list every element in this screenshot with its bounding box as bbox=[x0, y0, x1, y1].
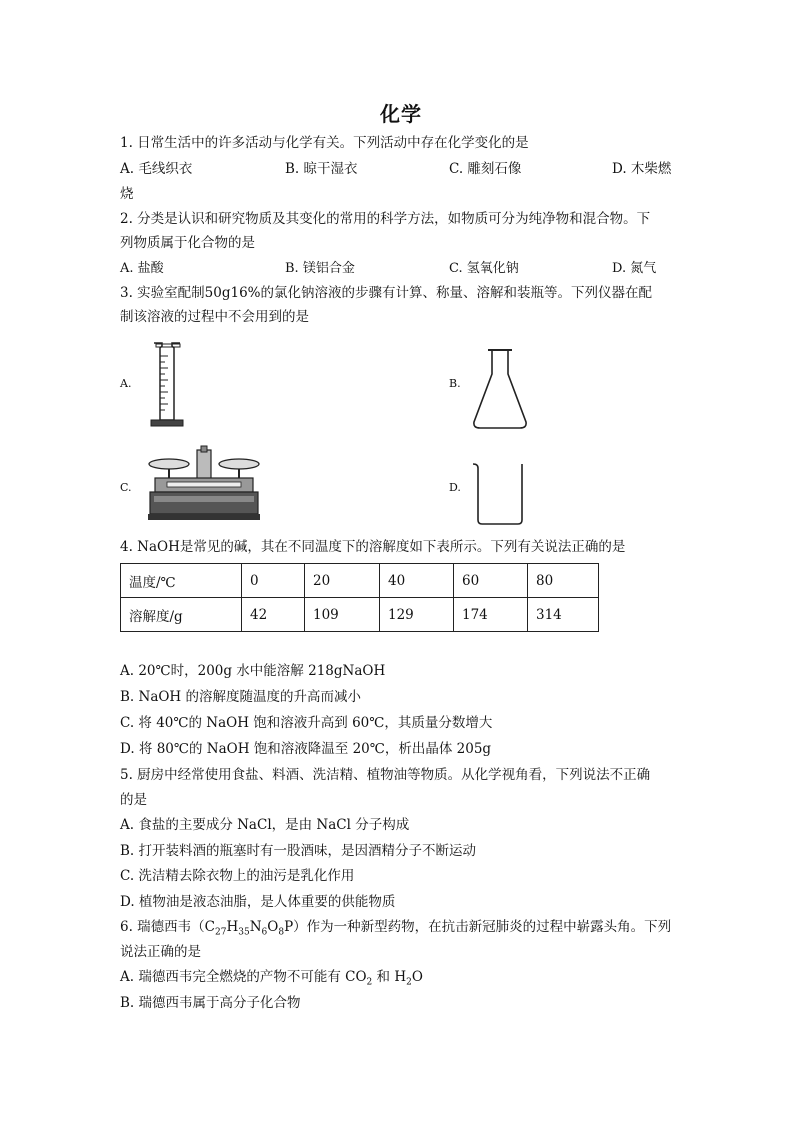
q4-option-c: C. 将 40℃的 NaOH 饱和溶液升高到 60℃，其质量分数增大 bbox=[120, 715, 493, 731]
table-cell: 温度/℃ bbox=[121, 564, 242, 598]
table-cell: 60 bbox=[454, 564, 528, 598]
q6-formula-o-count: 8 bbox=[278, 927, 285, 938]
q3-stem-line2: 制该溶液的过程中不会用到的是 bbox=[120, 309, 309, 325]
table-cell: 0 bbox=[242, 564, 305, 598]
beaker-icon bbox=[470, 460, 530, 528]
table-cell: 314 bbox=[528, 598, 599, 632]
graduated-cylinder-icon bbox=[148, 340, 188, 430]
q1-option-b: B. 晾干湿衣 bbox=[285, 161, 358, 177]
q6-option-a-mid: 和 H bbox=[372, 969, 407, 985]
q6-formula-h-count: 35 bbox=[238, 927, 250, 938]
q6-option-a-sub2: 2 bbox=[406, 977, 412, 988]
table-cell: 80 bbox=[528, 564, 599, 598]
table-cell: 20 bbox=[305, 564, 380, 598]
conical-flask-icon bbox=[470, 346, 530, 432]
q6-option-a-sub: 2 bbox=[366, 977, 373, 988]
page-title: 化学 bbox=[380, 102, 422, 126]
solubility-table bbox=[120, 563, 599, 632]
q5-option-b: B. 打开装料酒的瓶塞时有一股酒味，是因酒精分子不断运动 bbox=[120, 843, 477, 859]
q6-stem-pre: 6. 瑞德西韦（C bbox=[120, 919, 216, 935]
q6-option-b: B. 瑞德西韦属于高分子化合物 bbox=[120, 995, 301, 1011]
q1-stem: 1. 日常生活中的许多活动与化学有关。下列活动中存在化学变化的是 bbox=[120, 135, 529, 151]
table-cell: 109 bbox=[305, 598, 380, 632]
q5-option-d: D. 植物油是液态油脂，是人体重要的供能物质 bbox=[120, 894, 396, 910]
q3-option-b-label: B. bbox=[449, 377, 461, 390]
q2-stem-line2: 列物质属于化合物的是 bbox=[120, 235, 255, 251]
q6-stem-line1 bbox=[120, 918, 671, 943]
q3-option-d-label: D. bbox=[449, 481, 461, 494]
q4-option-d: D. 将 80℃的 NaOH 饱和溶液降温至 20℃，析出晶体 205g bbox=[120, 741, 492, 757]
q6-formula-n: N bbox=[249, 919, 262, 935]
q5-stem-line1: 5. 厨房中经常使用食盐、料酒、洗洁精、植物油等物质。从化学视角看，下列说法不正确 bbox=[120, 767, 651, 783]
q2-stem-line1: 2. 分类是认识和研究物质及其变化的常用的科学方法，如物质可分为纯净物和混合物。下 bbox=[120, 211, 651, 227]
q4-stem: 4. NaOH是常见的碱，其在不同温度下的溶解度如下表所示。下列有关说法正确的是 bbox=[120, 539, 626, 555]
table-row bbox=[121, 564, 599, 598]
table-cell: 40 bbox=[380, 564, 454, 598]
q6-formula-p: P） bbox=[284, 919, 307, 935]
q6-option-a bbox=[120, 968, 423, 993]
q5-stem-line2: 的是 bbox=[120, 792, 147, 808]
q2-option-d: D. 氮气 bbox=[612, 261, 657, 276]
table-row bbox=[121, 598, 599, 632]
q3-option-c-label: C. bbox=[120, 481, 132, 494]
q2-option-a: A. 盐酸 bbox=[120, 261, 164, 276]
q2-option-b: B. 镁铝合金 bbox=[285, 261, 355, 276]
table-cell: 42 bbox=[242, 598, 305, 632]
q4-option-b: B. NaOH 的溶解度随温度的升高而减小 bbox=[120, 689, 361, 705]
q6-option-a-end: O bbox=[411, 969, 423, 985]
q2-option-c: C. 氢氧化钠 bbox=[449, 261, 519, 276]
q1-option-d-cont: 烧 bbox=[120, 186, 134, 202]
q3-option-a-label: A. bbox=[120, 377, 132, 390]
q6-formula-c-count: 27 bbox=[215, 927, 227, 938]
q1-option-a: A. 毛线织衣 bbox=[120, 161, 193, 177]
q5-option-a: A. 食盐的主要成分 NaCl，是由 NaCl 分子构成 bbox=[120, 817, 410, 833]
q6-stem-line2: 说法正确的是 bbox=[120, 944, 201, 960]
q5-option-c: C. 洗洁精去除衣物上的油污是乳化作用 bbox=[120, 868, 355, 884]
q6-formula-o: O bbox=[267, 919, 279, 935]
q3-stem-line1: 3. 实验室配制50g16%的氯化钠溶液的步骤有计算、称量、溶解和装瓶等。下列仪器在配 bbox=[120, 285, 652, 301]
table-cell: 溶解度/g bbox=[121, 598, 242, 632]
q6-option-a-text: A. 瑞德西韦完全燃烧的产物不可能有 CO bbox=[120, 969, 367, 985]
q1-option-d: D. 木柴燃 bbox=[612, 161, 672, 177]
q1-option-c: C. 雕刻石像 bbox=[449, 161, 522, 177]
q4-option-a: A. 20℃时，200g 水中能溶解 218gNaOH bbox=[120, 663, 386, 679]
q6-formula-h: H bbox=[226, 919, 239, 935]
balance-scale-icon bbox=[145, 446, 265, 526]
table-cell: 174 bbox=[454, 598, 528, 632]
table-cell: 129 bbox=[380, 598, 454, 632]
q6-stem-post: 作为一种新型药物，在抗击新冠肺炎的过程中崭露头角。下列 bbox=[306, 919, 672, 935]
q6-formula-n-count: 6 bbox=[261, 927, 268, 938]
